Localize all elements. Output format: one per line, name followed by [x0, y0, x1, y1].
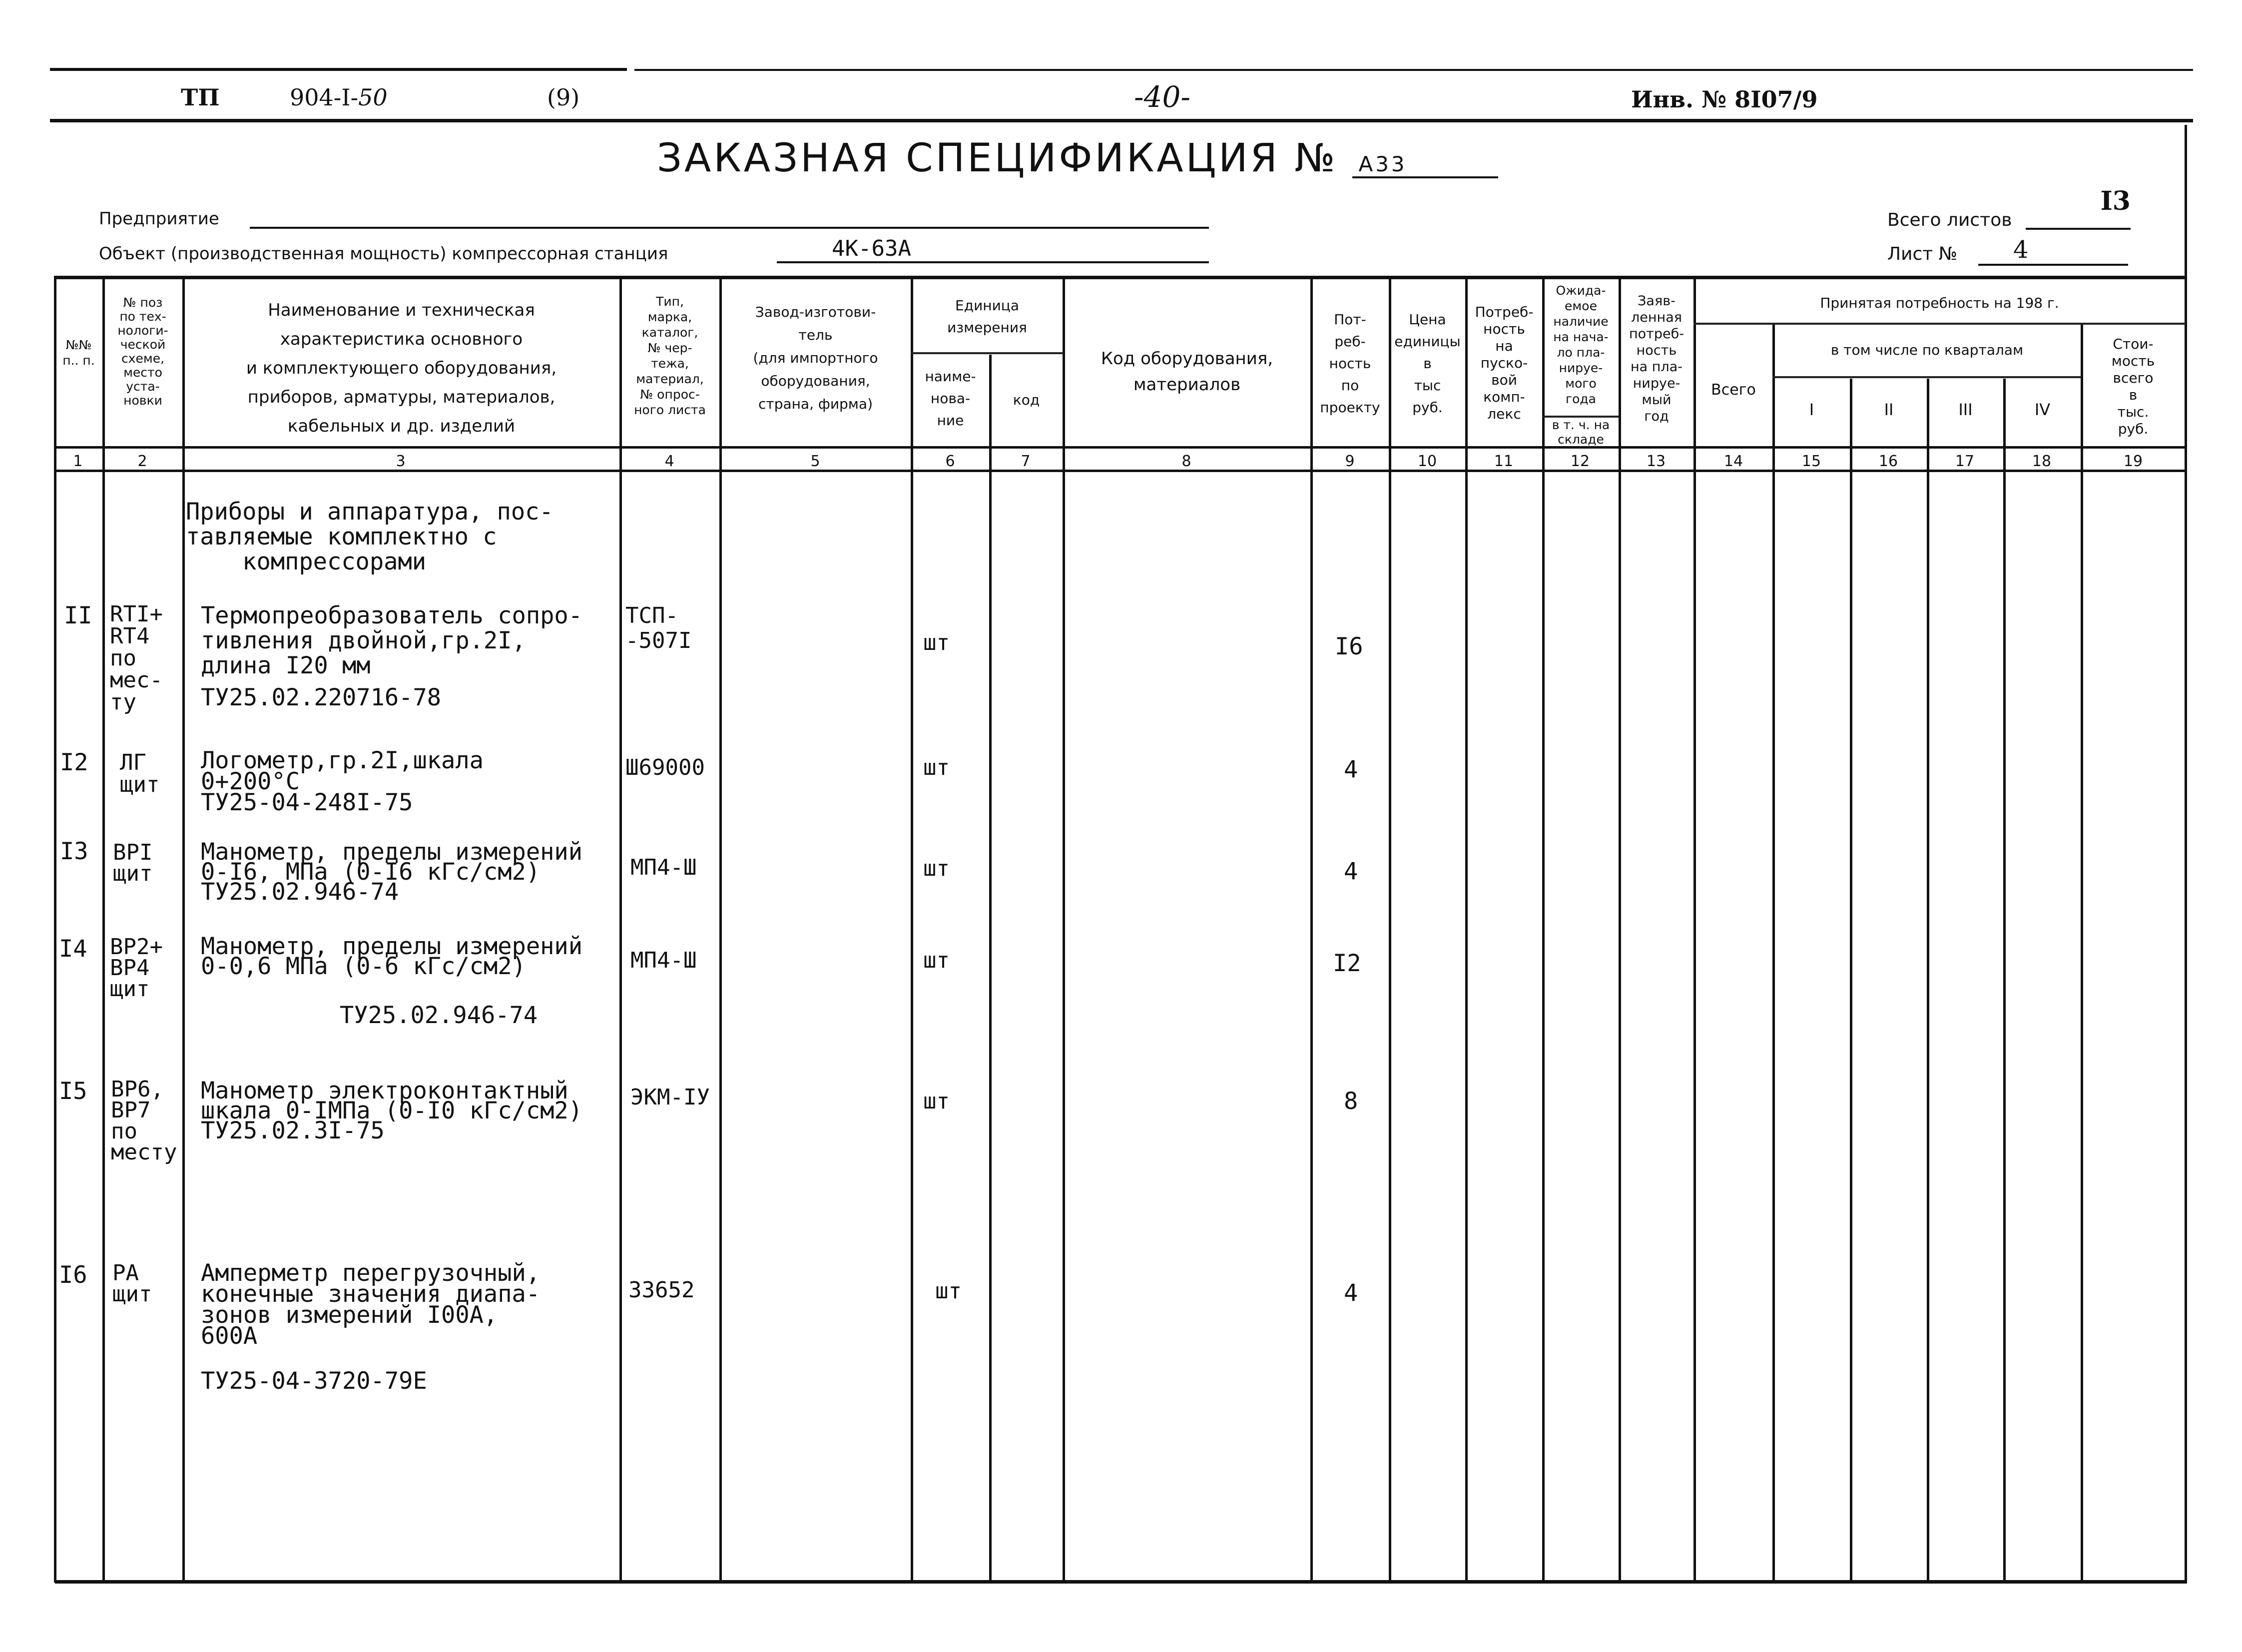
col-header-accepted-group: Принятая потребность на 198 г.	[1820, 295, 2059, 311]
col-number-4: 4	[664, 453, 674, 470]
table-left-border	[54, 276, 56, 1583]
sheet-value: 4	[1978, 236, 2128, 266]
row-name: Амперметр перегрузочный, конечные значения диапа- зонов измерений I00А, 600А	[201, 1259, 541, 1350]
doc-code-base: 904-I-	[290, 84, 359, 111]
col-number-19: 19	[2123, 453, 2143, 470]
col-header-q4: IV	[2034, 400, 2051, 419]
col-number-10: 10	[1417, 453, 1437, 470]
col-sep-13	[1693, 276, 1696, 1583]
row-quantity: 8	[1344, 1088, 1358, 1115]
unit-group-rule	[911, 352, 1063, 354]
col-header-q1: I	[1809, 400, 1814, 419]
col-header-type: Тип, марка, каталог, № чер- тежа, материал, № опрос- ного листа	[634, 294, 706, 417]
col-header-unit-group: Единица измерения	[947, 297, 1027, 336]
total-sheets-value: I3	[2026, 186, 2131, 230]
top-rule-right	[634, 69, 2193, 71]
page-number: -40-	[1134, 80, 1190, 114]
row-quantity: 4	[1344, 1279, 1358, 1307]
col-sep-8	[1310, 276, 1313, 1583]
col-sep-12	[1619, 276, 1621, 1583]
table-top-border	[55, 276, 2187, 279]
col-number-16: 16	[1878, 453, 1898, 470]
col-header-position: № поз по тех- нологи- ческой схеме, место уста- новки	[117, 295, 168, 408]
col-number-3: 3	[396, 453, 406, 470]
col-header-unit-code: код	[1013, 392, 1040, 408]
col-header-in-warehouse: в т. ч. на складе	[1552, 418, 1610, 447]
title-number: А33	[1352, 152, 1498, 178]
header-rule	[50, 119, 2193, 122]
quarters-group-rule	[1772, 376, 2081, 378]
col-header-unit-name: наиме- нова- ние	[925, 368, 976, 429]
col-header-project-need: Пот- реб- ность по проекту	[1320, 311, 1380, 416]
sheet-label: Лист №	[1887, 244, 1958, 264]
row-spec: ТУ25.02.220716-78	[201, 684, 442, 711]
col-header-quarters-group: в том числе по кварталам	[1830, 342, 2024, 358]
row-type: МП4-Ш	[630, 948, 697, 973]
col-header-expected-stock: Ожида- емое наличие на нача- ло пла- нируе- мого года	[1553, 283, 1609, 406]
row-position: ВР2+ ВР4 щит	[110, 934, 163, 1002]
col-number-14: 14	[1723, 453, 1743, 470]
row-quantity: 4	[1344, 858, 1358, 885]
col-number-1: 1	[73, 453, 83, 470]
enterprise-label: Предприятие	[99, 209, 219, 229]
row-position: РА щит	[112, 1260, 152, 1307]
row-unit: шт	[923, 948, 950, 973]
col-number-8: 8	[1181, 453, 1191, 470]
col-sep-2	[182, 276, 185, 1583]
table-right-border	[2185, 125, 2187, 1583]
col-sep-5	[911, 276, 913, 1583]
row-spec: ТУ25-04-3720-79Е	[201, 1367, 427, 1395]
col-number-12: 12	[1570, 453, 1590, 470]
row-unit: шт	[923, 1089, 950, 1114]
row-position: RTI+ RT4 по мес- ту	[110, 601, 163, 715]
col-number-6: 6	[945, 453, 955, 470]
row-quantity: 4	[1344, 756, 1358, 783]
col-number-17: 17	[1955, 453, 1975, 470]
col-sep-1	[102, 276, 105, 1583]
col-header-declared-need: Заяв- ленная потреб- ность на пла- нируе- мый год	[1629, 293, 1684, 424]
col-number-13: 13	[1646, 453, 1666, 470]
inventory-value: 8I07/9	[1734, 86, 1818, 113]
row-name: Манометр, пределы измерений 0-I6, МПа (0-I6 кГс/см2) ТУ25.02.946-74	[201, 838, 583, 906]
table-bottom-border	[55, 1580, 2187, 1584]
row-number: I6	[59, 1261, 87, 1289]
col-number-5: 5	[810, 453, 820, 470]
row-type: 33652	[628, 1277, 695, 1303]
row-name: Термопреобразователь сопро- тивления двойной,гр.2I, длина I20 мм	[201, 602, 583, 679]
row-name: Манометр электроконтактный шкала 0-IМПа (0-I0 кГс/см2) ТУ25.02.3I-75	[201, 1077, 583, 1144]
page-title	[657, 136, 1498, 181]
row-number: I3	[60, 838, 88, 865]
col-sep-6	[989, 355, 992, 1583]
col-number-7: 7	[1021, 453, 1031, 470]
col-sep-15	[1850, 379, 1852, 1583]
col-header-manufacturer: Завод-изготови- тель (для импортного оборудования, страна, фирма)	[753, 304, 878, 412]
col-sep-17	[2003, 379, 2006, 1583]
enterprise-value	[250, 205, 1209, 229]
row-quantity: I6	[1335, 633, 1363, 660]
object-value: 4К-63А	[777, 236, 1209, 263]
doc-code-number	[290, 84, 388, 111]
col-sep-4	[719, 276, 722, 1583]
row-name: Манометр, пределы измерений 0-0,6 МПа (0-6 кГс/см2)	[201, 933, 583, 980]
col-number-18: 18	[2032, 453, 2052, 470]
row-unit: шт	[923, 755, 950, 780]
doc-code-prefix: ТП	[181, 84, 220, 111]
row-quantity: I2	[1333, 950, 1361, 977]
object-label: Объект (производственная мощность) компрессорная станция	[99, 244, 668, 264]
row-unit: шт	[923, 630, 950, 655]
row-type: ЭКМ-IУ	[630, 1085, 710, 1110]
row-number: I4	[59, 935, 87, 963]
col-header-cost: Стои- мость всего в тыс. руб.	[2111, 336, 2155, 437]
col-sep-14	[1772, 325, 1775, 1583]
col-header-q3: III	[1958, 400, 1973, 419]
row-type: МП4-Ш	[630, 855, 697, 880]
row-type: Ш69000	[625, 755, 705, 780]
row-name: Логометр,гр.2I,шкала 0+200°С ТУ25-04-248I-75	[201, 747, 484, 816]
doc-code-handwritten: 50	[358, 84, 388, 111]
row-number: II	[64, 602, 92, 629]
row-unit: шт	[923, 856, 950, 881]
col-sep-3	[619, 276, 622, 1583]
section-heading: Приборы и аппаратура, пос- тавляемые комплектно с компрессорами	[186, 498, 554, 575]
title-text: ЗАКАЗНАЯ СПЕЦИФИКАЦИЯ №	[657, 136, 1338, 181]
col-sep-11	[1542, 276, 1545, 1583]
row-spec: ТУ25.02.946-74	[340, 1002, 538, 1029]
col-sep-9	[1389, 276, 1391, 1583]
col-number-9: 9	[1345, 453, 1355, 470]
col-sep-10	[1465, 276, 1468, 1583]
row-number: I2	[60, 749, 88, 776]
col-number-11: 11	[1494, 453, 1514, 470]
col-header-startup-need: Потреб- ность на пуско- вой комп- лекс	[1475, 304, 1534, 422]
inventory-label: Инв. №	[1631, 86, 1727, 113]
row-number: I5	[59, 1078, 87, 1105]
row-type: ТСП- -507I	[625, 603, 692, 653]
col-number-2: 2	[137, 453, 147, 470]
col-sep-7	[1063, 276, 1065, 1583]
col-header-name: Наименование и техническая характеристика основного и комплектующего оборудования, приборов, арматуры, материалов, кабельных и др. изделий	[246, 300, 557, 436]
row-unit: шт	[935, 1278, 962, 1304]
col-sep-16	[1927, 379, 1929, 1583]
row-position: ВРI щит	[113, 840, 153, 886]
doc-code-suffix: (9)	[547, 84, 580, 111]
col-sep-18	[2081, 325, 2083, 1583]
top-rule	[50, 68, 627, 71]
total-sheets-label: Всего листов	[1887, 210, 2012, 230]
row-position: ЛГ щит	[120, 750, 160, 797]
row-position: ВР6, ВР7 по месту	[111, 1077, 177, 1165]
inventory-number	[1631, 86, 1818, 113]
col-number-15: 15	[1801, 453, 1821, 470]
col-header-total: Всего	[1711, 381, 1756, 399]
col-header-unit-price: Цена единицы в тыс руб.	[1394, 311, 1461, 416]
col-header-q2: II	[1884, 400, 1894, 419]
accepted-group-rule	[1693, 323, 2186, 325]
header-bottom-rule	[55, 446, 2187, 449]
col-header-row-number: №№ п.. п.	[62, 338, 95, 368]
col-header-equipment-code: Код оборудования, материалов	[1101, 349, 1273, 395]
